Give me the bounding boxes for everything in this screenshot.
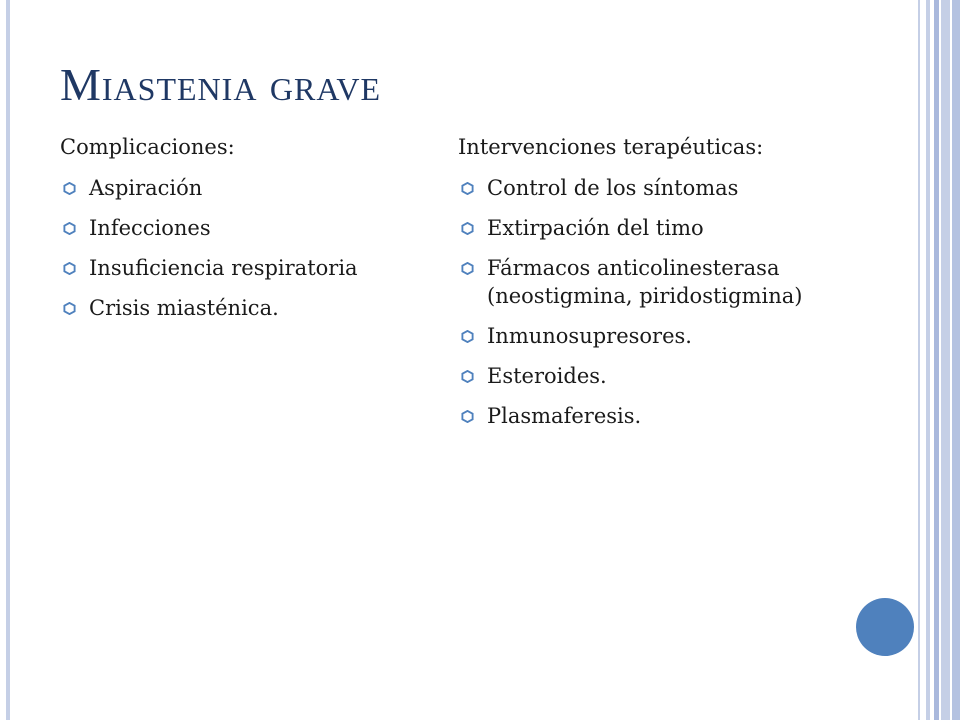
hexagon-bullet-icon <box>461 410 474 423</box>
list-item-label: Plasmaferesis. <box>487 404 642 428</box>
left-border-decoration <box>6 0 10 720</box>
list-item-label: Extirpación del timo <box>487 216 704 240</box>
interventions-list <box>458 174 878 430</box>
complications-list <box>60 174 440 322</box>
hexagon-bullet-icon <box>461 330 474 343</box>
list-item-label: Crisis miasténica. <box>89 296 279 320</box>
list-item-label: Control de los síntomas <box>487 176 739 200</box>
complications-heading: Complicaciones: <box>60 135 235 159</box>
right-stripe-decoration <box>941 0 950 720</box>
list-item-label: Infecciones <box>89 216 211 240</box>
list-item <box>458 402 878 430</box>
slide-title: Miastenia grave <box>60 59 382 110</box>
circle-icon <box>856 598 914 656</box>
interventions-heading: Intervenciones terapéuticas: <box>458 135 764 159</box>
list-item-label: Aspiración <box>89 176 203 200</box>
complications-column <box>60 132 440 334</box>
right-stripe-decoration <box>918 0 920 720</box>
list-item <box>60 254 440 282</box>
list-item <box>458 174 878 202</box>
hexagon-bullet-icon <box>63 182 76 195</box>
right-stripe-decoration <box>952 0 960 720</box>
list-item <box>458 362 878 390</box>
right-stripe-decoration <box>934 0 939 720</box>
list-item-label: Insuficiencia respiratoria <box>89 256 358 280</box>
list-item <box>458 214 878 242</box>
hexagon-bullet-icon <box>461 182 474 195</box>
hexagon-bullet-icon <box>461 262 474 275</box>
list-item <box>60 174 440 202</box>
list-item-label: Inmunosupresores. <box>487 324 692 348</box>
hexagon-bullet-icon <box>63 262 76 275</box>
list-item <box>458 254 878 310</box>
list-item <box>60 214 440 242</box>
list-item <box>458 322 878 350</box>
interventions-column <box>458 132 878 442</box>
right-stripe-decoration <box>926 0 930 720</box>
list-item-label: Fármacos anticolinesterasa (neostigmina, piridostigmina) <box>487 256 803 308</box>
hexagon-bullet-icon <box>63 222 76 235</box>
hexagon-bullet-icon <box>461 222 474 235</box>
hexagon-bullet-icon <box>63 302 76 315</box>
hexagon-bullet-icon <box>461 370 474 383</box>
list-item-label: Esteroides. <box>487 364 607 388</box>
list-item <box>60 294 440 322</box>
